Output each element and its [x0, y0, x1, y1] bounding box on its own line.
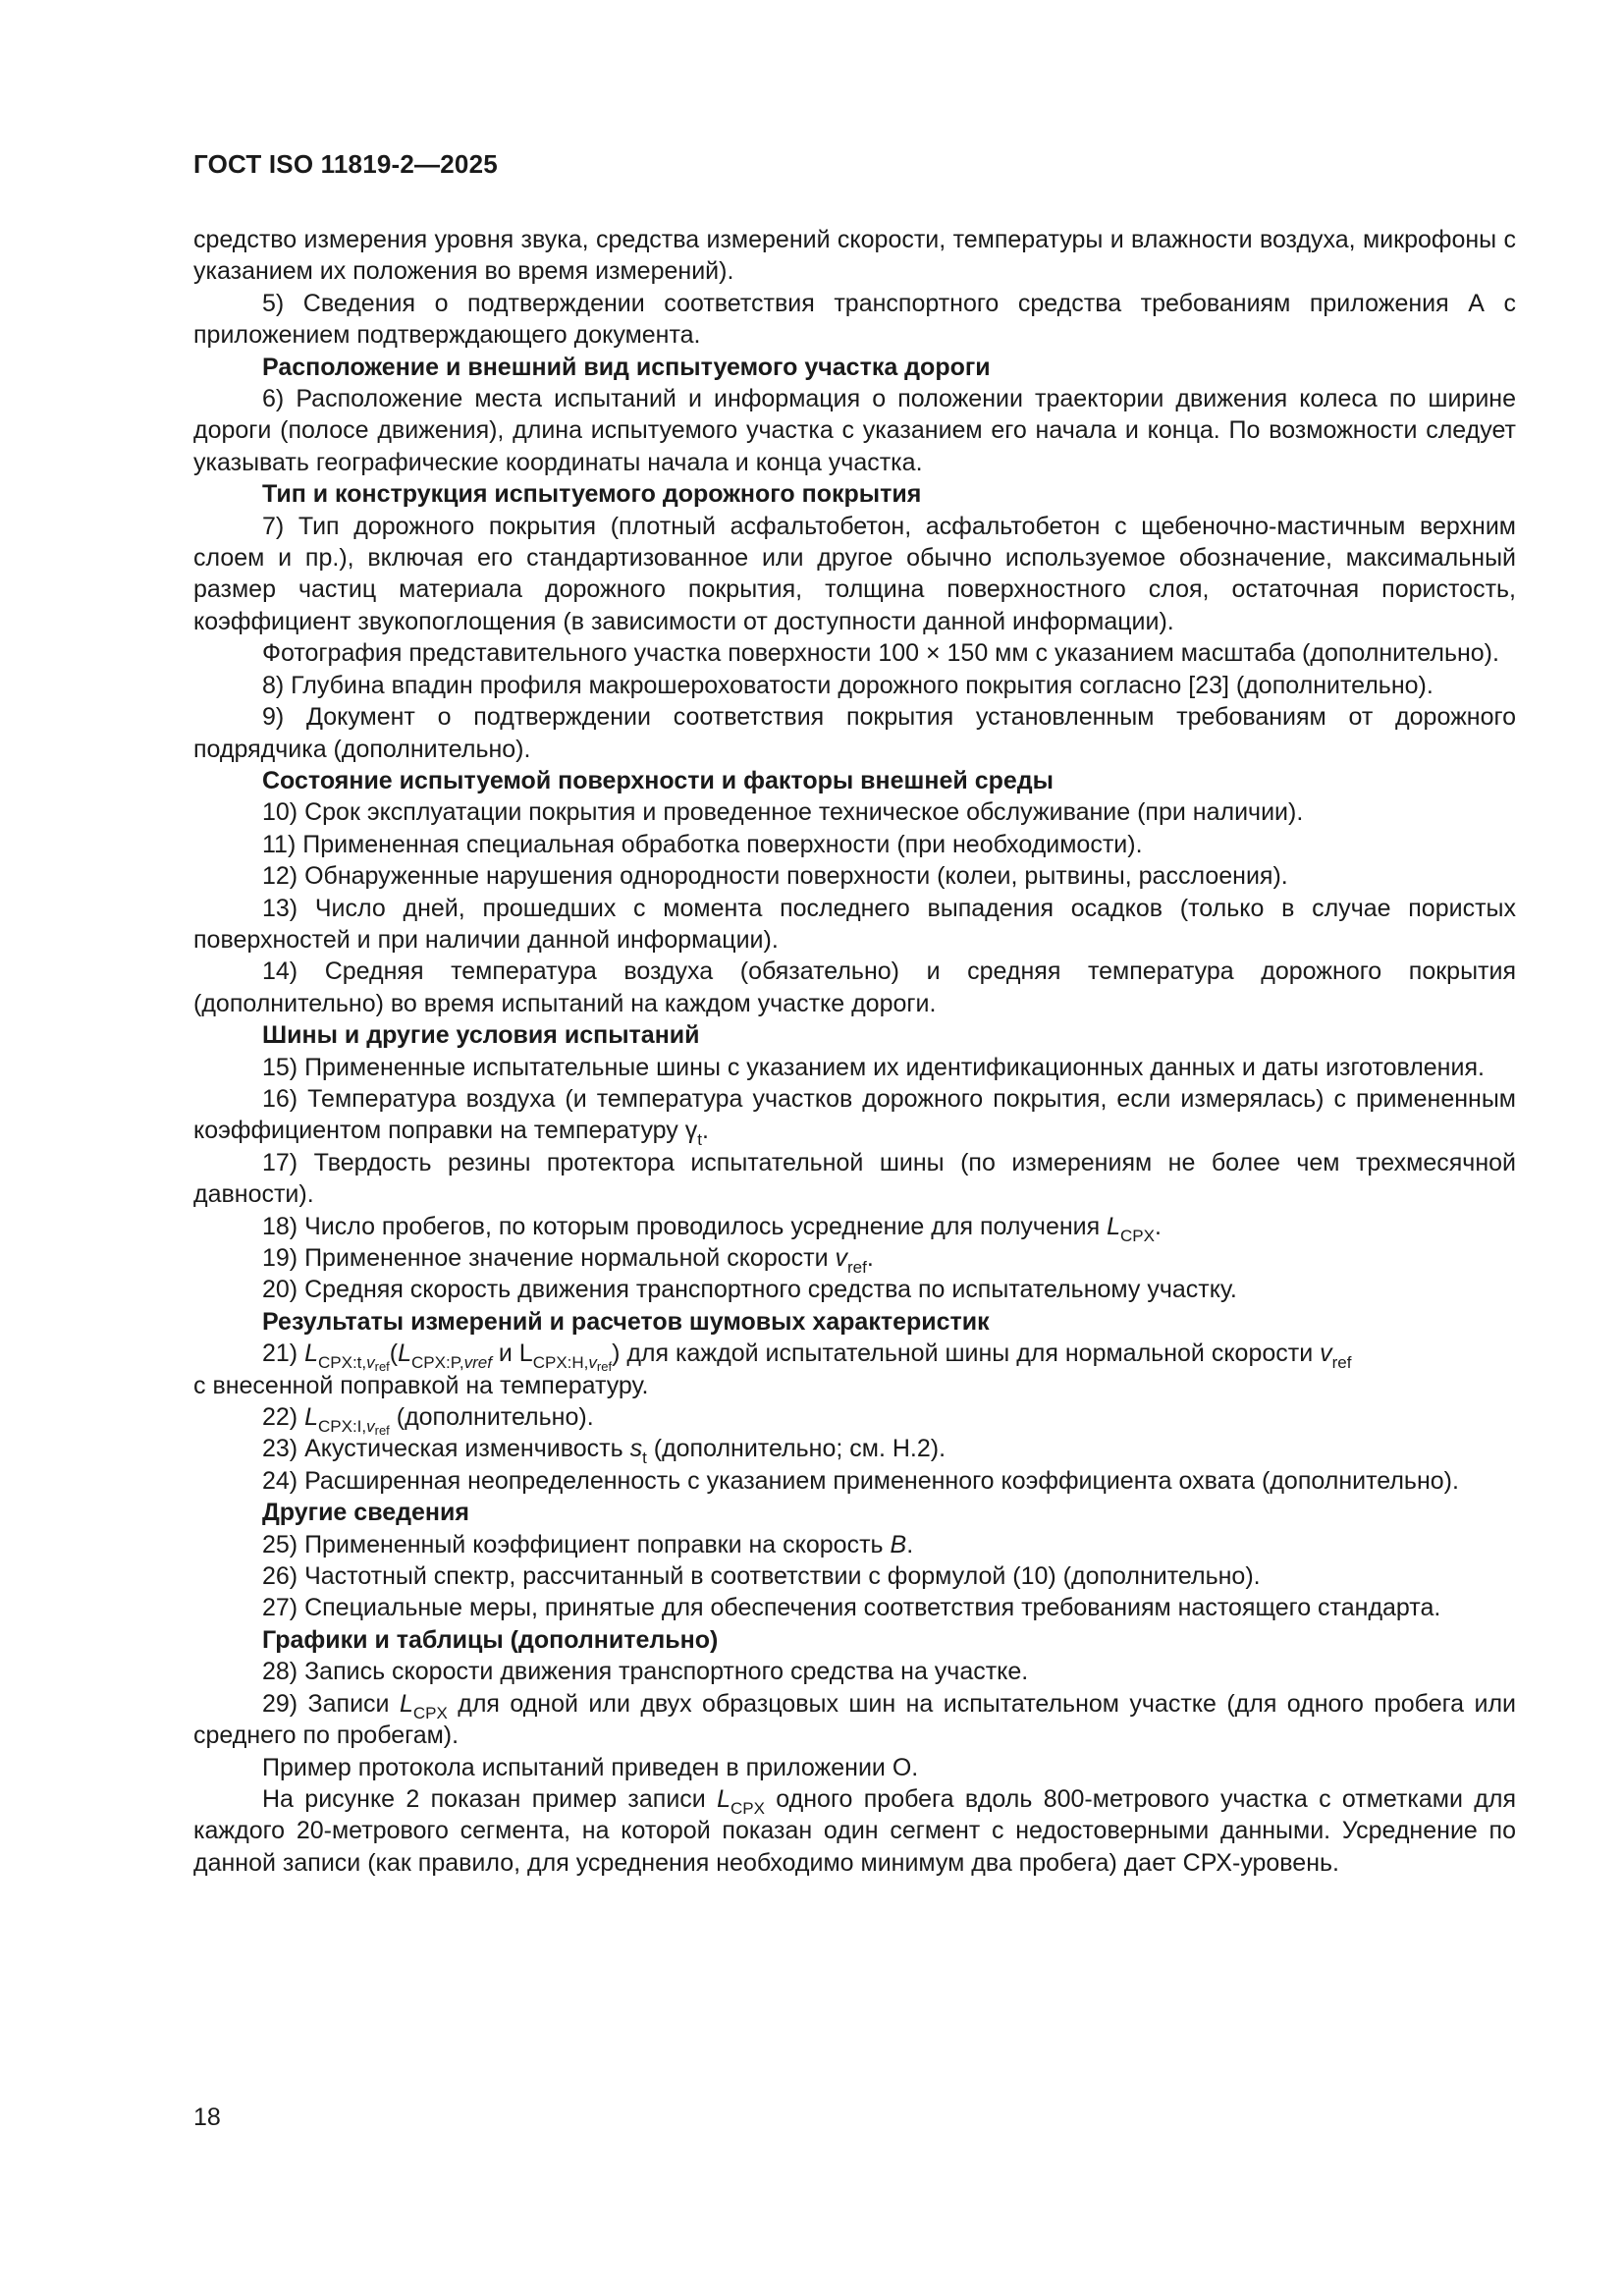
item-27: 27) Специальные меры, принятые для обеспечения соответствия требованиям настоящего стандарта.: [262, 1594, 1441, 1622]
item-25: 25) Примененный коэффициент поправки на скорость B.: [262, 1530, 914, 1558]
page-number: 18: [193, 2104, 221, 2131]
item-14: 14) Средняя температура воздуха (обязательно) и средняя температура дорожного покрытия (дополнительно) во время испытаний на каждом участке дороги.: [193, 957, 1516, 1017]
section-heading-surface-state: Состояние испытуемой поверхности и факторы внешней среды: [262, 766, 1054, 794]
item-28: 28) Запись скорости движения транспортного средства на участке.: [262, 1658, 1029, 1686]
item-10: 10) Срок эксплуатации покрытия и проведенное техническое обслуживание (при наличии).: [262, 798, 1304, 827]
section-heading-tyres: Шины и другие условия испытаний: [262, 1021, 700, 1050]
item-24: 24) Расширенная неопределенность с указанием примененного коэффициента охвата (дополнительно).: [262, 1466, 1459, 1495]
item-17: 17) Твердость резины протектора испытательной шины (по измерениям не более чем трехмесячной давности).: [193, 1148, 1516, 1209]
item-5: 5) Сведения о подтверждении соответствия транспортного средства требованиям приложения А с приложением подтверждающего документа.: [193, 289, 1516, 350]
example-protocol-paragraph: Пример протокола испытаний приведен в приложении О.: [262, 1753, 919, 1781]
section-heading-surface-type: Тип и конструкция испытуемого дорожного покрытия: [262, 480, 922, 509]
item-13: 13) Число дней, прошедших с момента последнего выпадения осадков (только в случае пористых поверхностей и при наличии данной информации).: [193, 894, 1516, 954]
item-8: 8) Глубина впадин профиля макрошероховатости дорожного покрытия согласно [23] (дополнительно).: [262, 671, 1434, 699]
photo-paragraph: Фотография представительного участка поверхности 100 × 150 мм с указанием масштаба (дополнительно).: [262, 639, 1499, 668]
item-6: 6) Расположение места испытаний и информация о положении траектории движения колеса по ширине дороги (полосе движения), длина испытуемого участка с указанием его начала и конца. По возможности следует указывать географические координаты начала и конца участка.: [193, 385, 1516, 476]
item-9: 9) Документ о подтверждении соответствия покрытия установленным требованиям от дорожного подрядчика (дополнительно).: [193, 703, 1516, 763]
section-heading-results: Результаты измерений и расчетов шумовых характеристик: [262, 1307, 990, 1336]
item-7: 7) Тип дорожного покрытия (плотный асфальтобетон, асфальтобетон с щебеночно-мастичным верхним слоем и пр.), включая его стандартизованное или другое обычно используемое обозначение, максимальный размер частиц материала дорожного покрытия, толщина поверхностного слоя, остаточная пористость, коэффициент звукопоглощения (в зависимости от доступности данной информации).: [193, 512, 1516, 635]
item-22: 22) $L_{CPX:I,v_{ref}}$ (дополнительно).: [262, 1403, 594, 1439]
item-16: 16) Температура воздуха (и температура участков дорожного покрытия, если измерялась) с примененным коэффициентом поправки на температуру $\gamma_t$.: [193, 1084, 1516, 1150]
section-heading-location: Расположение и внешний вид испытуемого участка дороги: [262, 353, 991, 381]
item-26: 26) Частотный спектр, рассчитанный в соответствии с формулой (10) (дополнительно).: [262, 1562, 1261, 1591]
document-body: [193, 224, 1516, 1879]
item-18: 18) Число пробегов, по которым проводилось усреднение для получения $L_{CPX}$.: [262, 1212, 1162, 1245]
item-19: 19) Примененное значение нормальной скорости $v_{ref}$.: [262, 1244, 874, 1277]
paragraph-continuation: средство измерения уровня звука, средства измерений скорости, температуры и влажности воздуха, микрофоны с указанием их положения во время измерений).: [193, 226, 1516, 286]
item-20: 20) Средняя скорость движения транспортного средства по испытательному участку.: [262, 1276, 1237, 1304]
document-header: ГОСТ ISO 11819-2—2025: [193, 149, 498, 179]
figure-reference-paragraph: На рисунке 2 показан пример записи $L_{CPX}$ одного пробега вдоль 800-метрового участка с отметками для каждого 20-метрового сегмента, на которой показан один сегмент с недостоверными данными. Усреднение по данной записи (как правило, для усреднения необходимо минимум два пробега) дает СРХ-уровень.: [193, 1784, 1517, 1877]
item-23: 23) Акустическая изменчивость $s_t$ (дополнительно; см. Н.2).: [262, 1435, 947, 1468]
section-heading-graphs: Графики и таблицы (дополнительно): [262, 1625, 719, 1654]
item-21: 21) $L_{CPX:t,v_{ref}}(L_{CPX:P,vref}$ и $L_{CPX:H,v_{ref}}$) для каждой испытательной шины для нормальной скорости $v_{ref}$ с внесенной поправкой на температуру.: [193, 1339, 1352, 1399]
item-29: 29) Записи $L_{CPX}$ для одной или двух образцовых шин на испытательном участке (для одного пробега или среднего по пробегам).: [193, 1689, 1516, 1750]
item-11: 11) Примененная специальная обработка поверхности (при необходимости).: [262, 830, 1143, 858]
item-15: 15) Примененные испытательные шины с указанием их идентификационных данных и даты изготовления.: [262, 1053, 1485, 1081]
section-heading-other: Другие сведения: [262, 1499, 469, 1527]
item-12: 12) Обнаруженные нарушения однородности поверхности (колеи, рытвины, расслоения).: [262, 862, 1288, 891]
